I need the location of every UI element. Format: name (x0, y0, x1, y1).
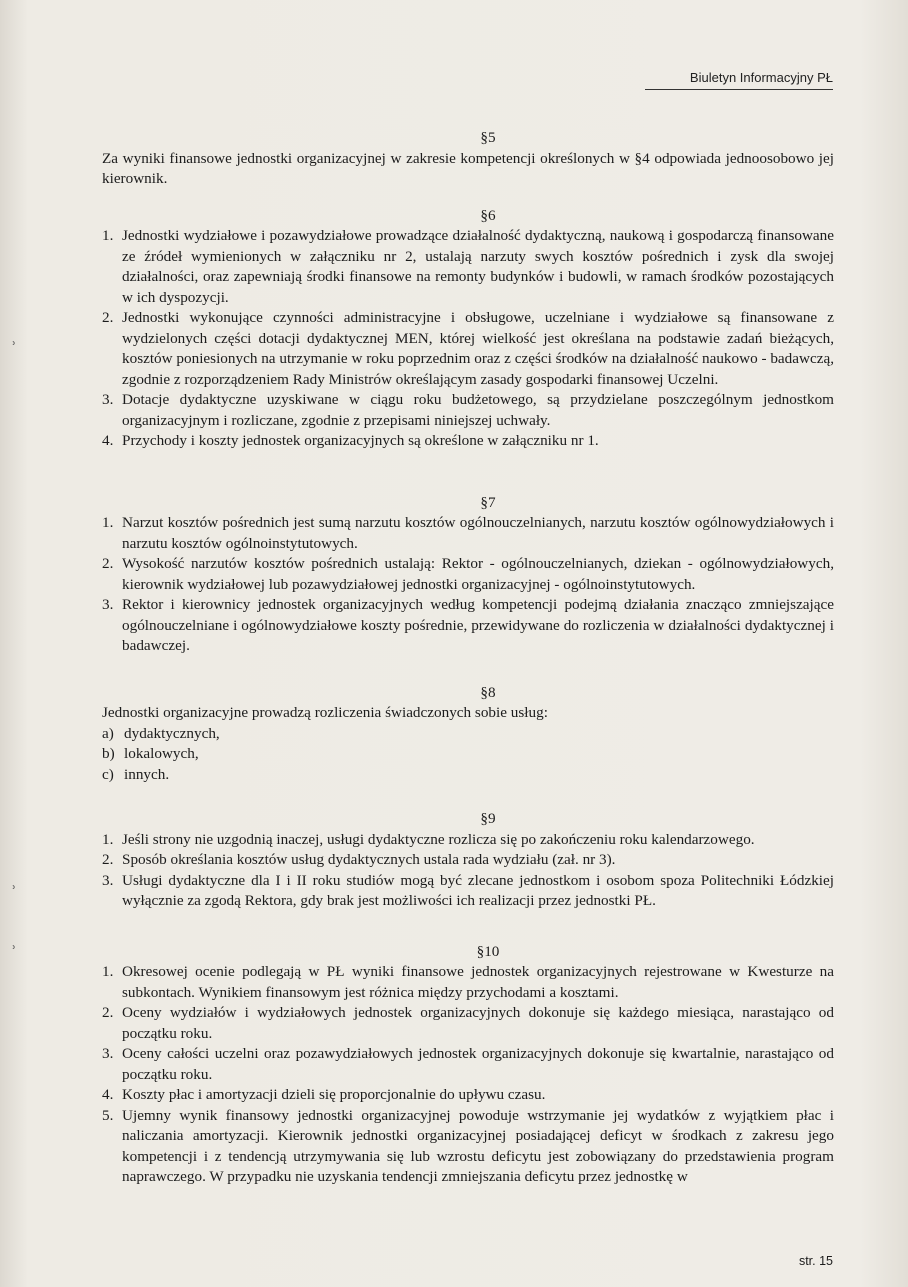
item-number: 2. (102, 851, 114, 868)
numbered-list (102, 962, 834, 1188)
list-item (102, 595, 834, 657)
section-8 (102, 683, 834, 786)
item-text: Jednostki wydziałowe i pozawydziałowe prowadzące działalność dydaktyczną, naukową i gospodarczą finansowane ze źródeł wymienionych w załączniku nr 2, ustalają narzuty swych kosztów pośrednich i zysk dla swojej działalności, oraz zapewniają środki finansowe na remonty budynków i budowli, w ramach środków pozostających w ich dyspozycji. (122, 227, 834, 306)
section-title: §7 (480, 493, 496, 511)
item-text: Jednostki wykonujące czynności administracyjne i obsługowe, uczelniane i wydziałowe są finansowane z wydzielonych części dotacji dydaktycznej MEN, której wielkość jest określana na podstawie zadań bieżących, kosztów poniesionych na utrzymanie w roku poprzednim oraz z części środków na działalność naukowo - badawczą, zgodnie z rozporządzeniem Rady Ministrów określającym zasady gospodarki finansowej Uczelni. (122, 309, 834, 388)
list-item (102, 1085, 834, 1106)
section-9 (102, 809, 834, 912)
item-letter: c) (102, 765, 114, 783)
numbered-list (102, 513, 834, 657)
list-item (102, 431, 834, 452)
item-text: Jeśli strony nie uzgodnią inaczej, usługi dydaktyczne rozlicza się po zakończeniu roku kalendarzowego. (122, 830, 755, 848)
list-item (102, 830, 834, 851)
item-number: 2. (102, 555, 114, 572)
item-text: Dotacje dydaktyczne uzyskiwane w ciągu roku budżetowego, są przydzielane poszczególnym jednostkom organizacyjnym i rozliczane, zgodnie z przepisami niniejszej uchwały. (122, 391, 834, 429)
header-rule (645, 89, 833, 90)
item-letter: b) (102, 745, 115, 762)
list-item (102, 1106, 834, 1188)
item-number: 2. (102, 309, 114, 326)
section-title: §6 (480, 206, 496, 224)
list-item (102, 226, 834, 308)
margin-mark: ʾ (12, 884, 17, 900)
item-text: Rektor i kierownicy jednostek organizacyjnych według kompetencji podejmą działania znacząco zmniejszające ogólnouczelniane i ogólnowydziałowe koszty pośrednie, przewidywane do rozliczenia w działalności dydaktycznej i badawczej. (122, 596, 834, 654)
section-title: §10 (476, 942, 500, 960)
item-number: 2. (102, 1004, 114, 1021)
item-number: 5. (102, 1106, 114, 1124)
section-text: Za wyniki finansowe jednostki organizacyjnej w zakresie kompetencji określonych w §4 odpowiada jednoosobowo jej kierownik. (102, 149, 834, 187)
section-10 (102, 942, 834, 1188)
section-intro: Jednostki organizacyjne prowadzą rozliczenia świadczonych sobie usług: (102, 704, 548, 721)
item-number: 1. (102, 963, 114, 980)
list-item (102, 871, 834, 912)
list-item (102, 1044, 834, 1085)
item-text: Sposób określania kosztów usług dydaktycznych ustala rada wydziału (zał. nr 3). (122, 851, 616, 868)
section-title: §5 (480, 129, 496, 146)
lettered-list (102, 724, 834, 786)
list-item (102, 765, 834, 786)
list-item (102, 850, 834, 871)
item-number: 3. (102, 1045, 114, 1062)
item-number: 1. (102, 830, 114, 848)
item-text: lokalowych, (124, 745, 199, 762)
item-number: 1. (102, 227, 114, 244)
item-text: Usługi dydaktyczne dla I i II roku studiów mogą być zlecane jednostkom i osobom spoza Politechniki Łódzkiej wyłącznie za zgodą Rektora, gdy brak jest możliwości ich realizacji przez jednostki PŁ. (122, 871, 834, 909)
item-number: 1. (102, 514, 114, 531)
item-text: Koszty płac i amortyzacji dzieli się proporcjonalnie do upływu czasu. (122, 1086, 546, 1103)
item-number: 3. (102, 391, 114, 408)
margin-mark: ʾ (12, 340, 17, 356)
section-7 (102, 493, 834, 657)
item-letter: a) (102, 724, 114, 742)
section-6 (102, 206, 834, 452)
numbered-list (102, 226, 834, 452)
item-text: Okresowej ocenie podlegają w PŁ wyniki finansowe jednostek organizacyjnych rejestrowane w Kwesturze na subkontach. Wynikiem finansowym jest różnica między przychodami a kosztami. (122, 963, 834, 1001)
item-text: innych. (124, 765, 170, 783)
page-number: str. 15 (798, 1254, 833, 1268)
numbered-list (102, 830, 834, 912)
section-title: §9 (480, 810, 496, 827)
list-item (102, 962, 834, 1003)
section-5 (102, 128, 834, 190)
item-number: 3. (102, 871, 114, 889)
item-text: Ujemny wynik finansowy jednostki organizacyjnej powoduje wstrzymanie jej wydatków z wyjątkiem płac i naliczania amortyzacji. Kierownik jednostki organizacyjnej posiadającej deficyt w środkach z zakresu jego kompetencji i z tendencją utrzymywania się lub wzrostu deficytu jest zobowiązany do przedstawienia program naprawczego. W przypadku nie uzyskania tendencji zmniejszania deficytu przez jednostkę w (122, 1106, 834, 1185)
item-number: 4. (102, 432, 114, 449)
item-text: Wysokość narzutów kosztów pośrednich ustalają: Rektor - ogólnouczelnianych, dziekan - ogólnowydziałowych, kierownik wydziałowej lub pozawydziałowej jednostki organizacyjnej - ogólnoinstytutowych. (122, 555, 834, 593)
item-number: 3. (102, 596, 114, 613)
running-header: Biuletyn Informacyjny PŁ (689, 70, 833, 85)
section-title: §8 (480, 683, 496, 701)
list-item (102, 1003, 834, 1044)
item-text: dydaktycznych, (124, 724, 220, 742)
item-text: Przychody i koszty jednostek organizacyjnych są określone w załączniku nr 1. (122, 432, 599, 449)
item-text: Oceny wydziałów i wydziałowych jednostek organizacyjnych dokonuje się każdego miesiąca, narastająco od początku roku. (122, 1004, 834, 1042)
list-item (102, 513, 834, 554)
list-item (102, 744, 834, 765)
list-item (102, 308, 834, 390)
list-item (102, 390, 834, 431)
item-number: 4. (102, 1086, 114, 1103)
list-item (102, 724, 834, 745)
margin-mark: ʾ (12, 944, 17, 960)
item-text: Narzut kosztów pośrednich jest sumą narzutu kosztów ogólnouczelnianych, narzutu kosztów ogólnowydziałowych i narzutu kosztów ogólnoinstytutowych. (122, 514, 834, 552)
document-body (102, 128, 834, 1188)
list-item (102, 554, 834, 595)
item-text: Oceny całości uczelni oraz pozawydziałowych jednostek organizacyjnych dokonuje się kwartalnie, narastająco od początku roku. (122, 1045, 834, 1083)
